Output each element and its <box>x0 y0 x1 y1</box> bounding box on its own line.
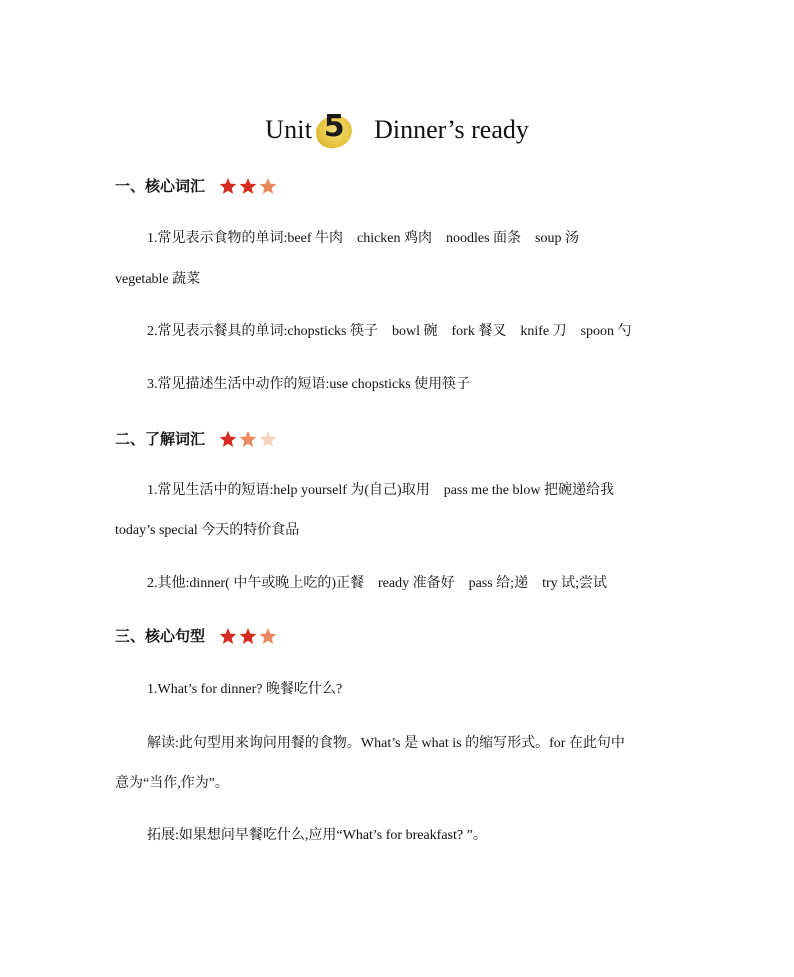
star-icon-full <box>219 430 237 448</box>
section-heading-core-sentence <box>115 625 279 646</box>
sentence-line-explain-cont: 意为“当作,作为”。 <box>115 776 229 791</box>
section-heading-core-vocab <box>115 175 279 196</box>
difficulty-stars <box>219 430 279 448</box>
extra-line-phrases: 1.常见生活中的短语:help yourself 为(自己)取用 pass me the blow 把碗递给我 <box>147 483 615 498</box>
star-icon-half <box>259 177 277 195</box>
sentence-line-explain: 解读:此句型用来询问用餐的食物。What’s 是 what is 的缩写形式。for 在此句中 <box>147 736 625 751</box>
section-heading-extra-vocab <box>115 428 279 449</box>
vocab-line-food: 1.常见表示食物的单词:beef 牛肉 chicken 鸡肉 noodles 面条 soup 汤 <box>147 231 580 246</box>
star-icon-half <box>239 430 257 448</box>
unit-number-badge <box>314 108 354 148</box>
extra-line-other: 2.其他:dinner( 中午或晚上吃的)正餐 ready 准备好 pass 给;递 try 试;尝试 <box>147 576 608 591</box>
difficulty-stars <box>219 627 279 645</box>
unit-subtitle: Dinner’s ready <box>374 115 529 144</box>
vocab-line-tableware: 2.常见表示餐具的单词:chopsticks 筷子 bowl 碗 fork 餐叉 knife 刀 spoon 勺 <box>147 324 632 339</box>
unit-number: 5 <box>323 108 345 144</box>
star-icon-full <box>239 177 257 195</box>
star-icon-half <box>259 627 277 645</box>
section-heading-text: 三、核心句型 <box>115 627 206 645</box>
star-icon-full <box>219 177 237 195</box>
unit-title <box>0 100 794 160</box>
sentence-line-question: 1.What’s for dinner? 晚餐吃什么? <box>147 682 343 697</box>
extra-line-phrases-cont: today’s special 今天的特价食品 <box>115 523 300 538</box>
unit-word: Unit <box>265 115 313 144</box>
section-heading-text: 二、了解词汇 <box>115 430 206 448</box>
star-icon-faint <box>259 430 277 448</box>
sentence-line-extend: 拓展:如果想问早餐吃什么,应用“What’s for breakfast? ”。 <box>147 828 487 843</box>
star-icon-full <box>219 627 237 645</box>
vocab-line-phrase: 3.常见描述生活中动作的短语:use chopsticks 使用筷子 <box>147 377 471 392</box>
difficulty-stars <box>219 177 279 195</box>
section-heading-text: 一、核心词汇 <box>115 177 206 195</box>
star-icon-full <box>239 627 257 645</box>
vocab-line-food-cont: vegetable 蔬菜 <box>115 272 201 287</box>
